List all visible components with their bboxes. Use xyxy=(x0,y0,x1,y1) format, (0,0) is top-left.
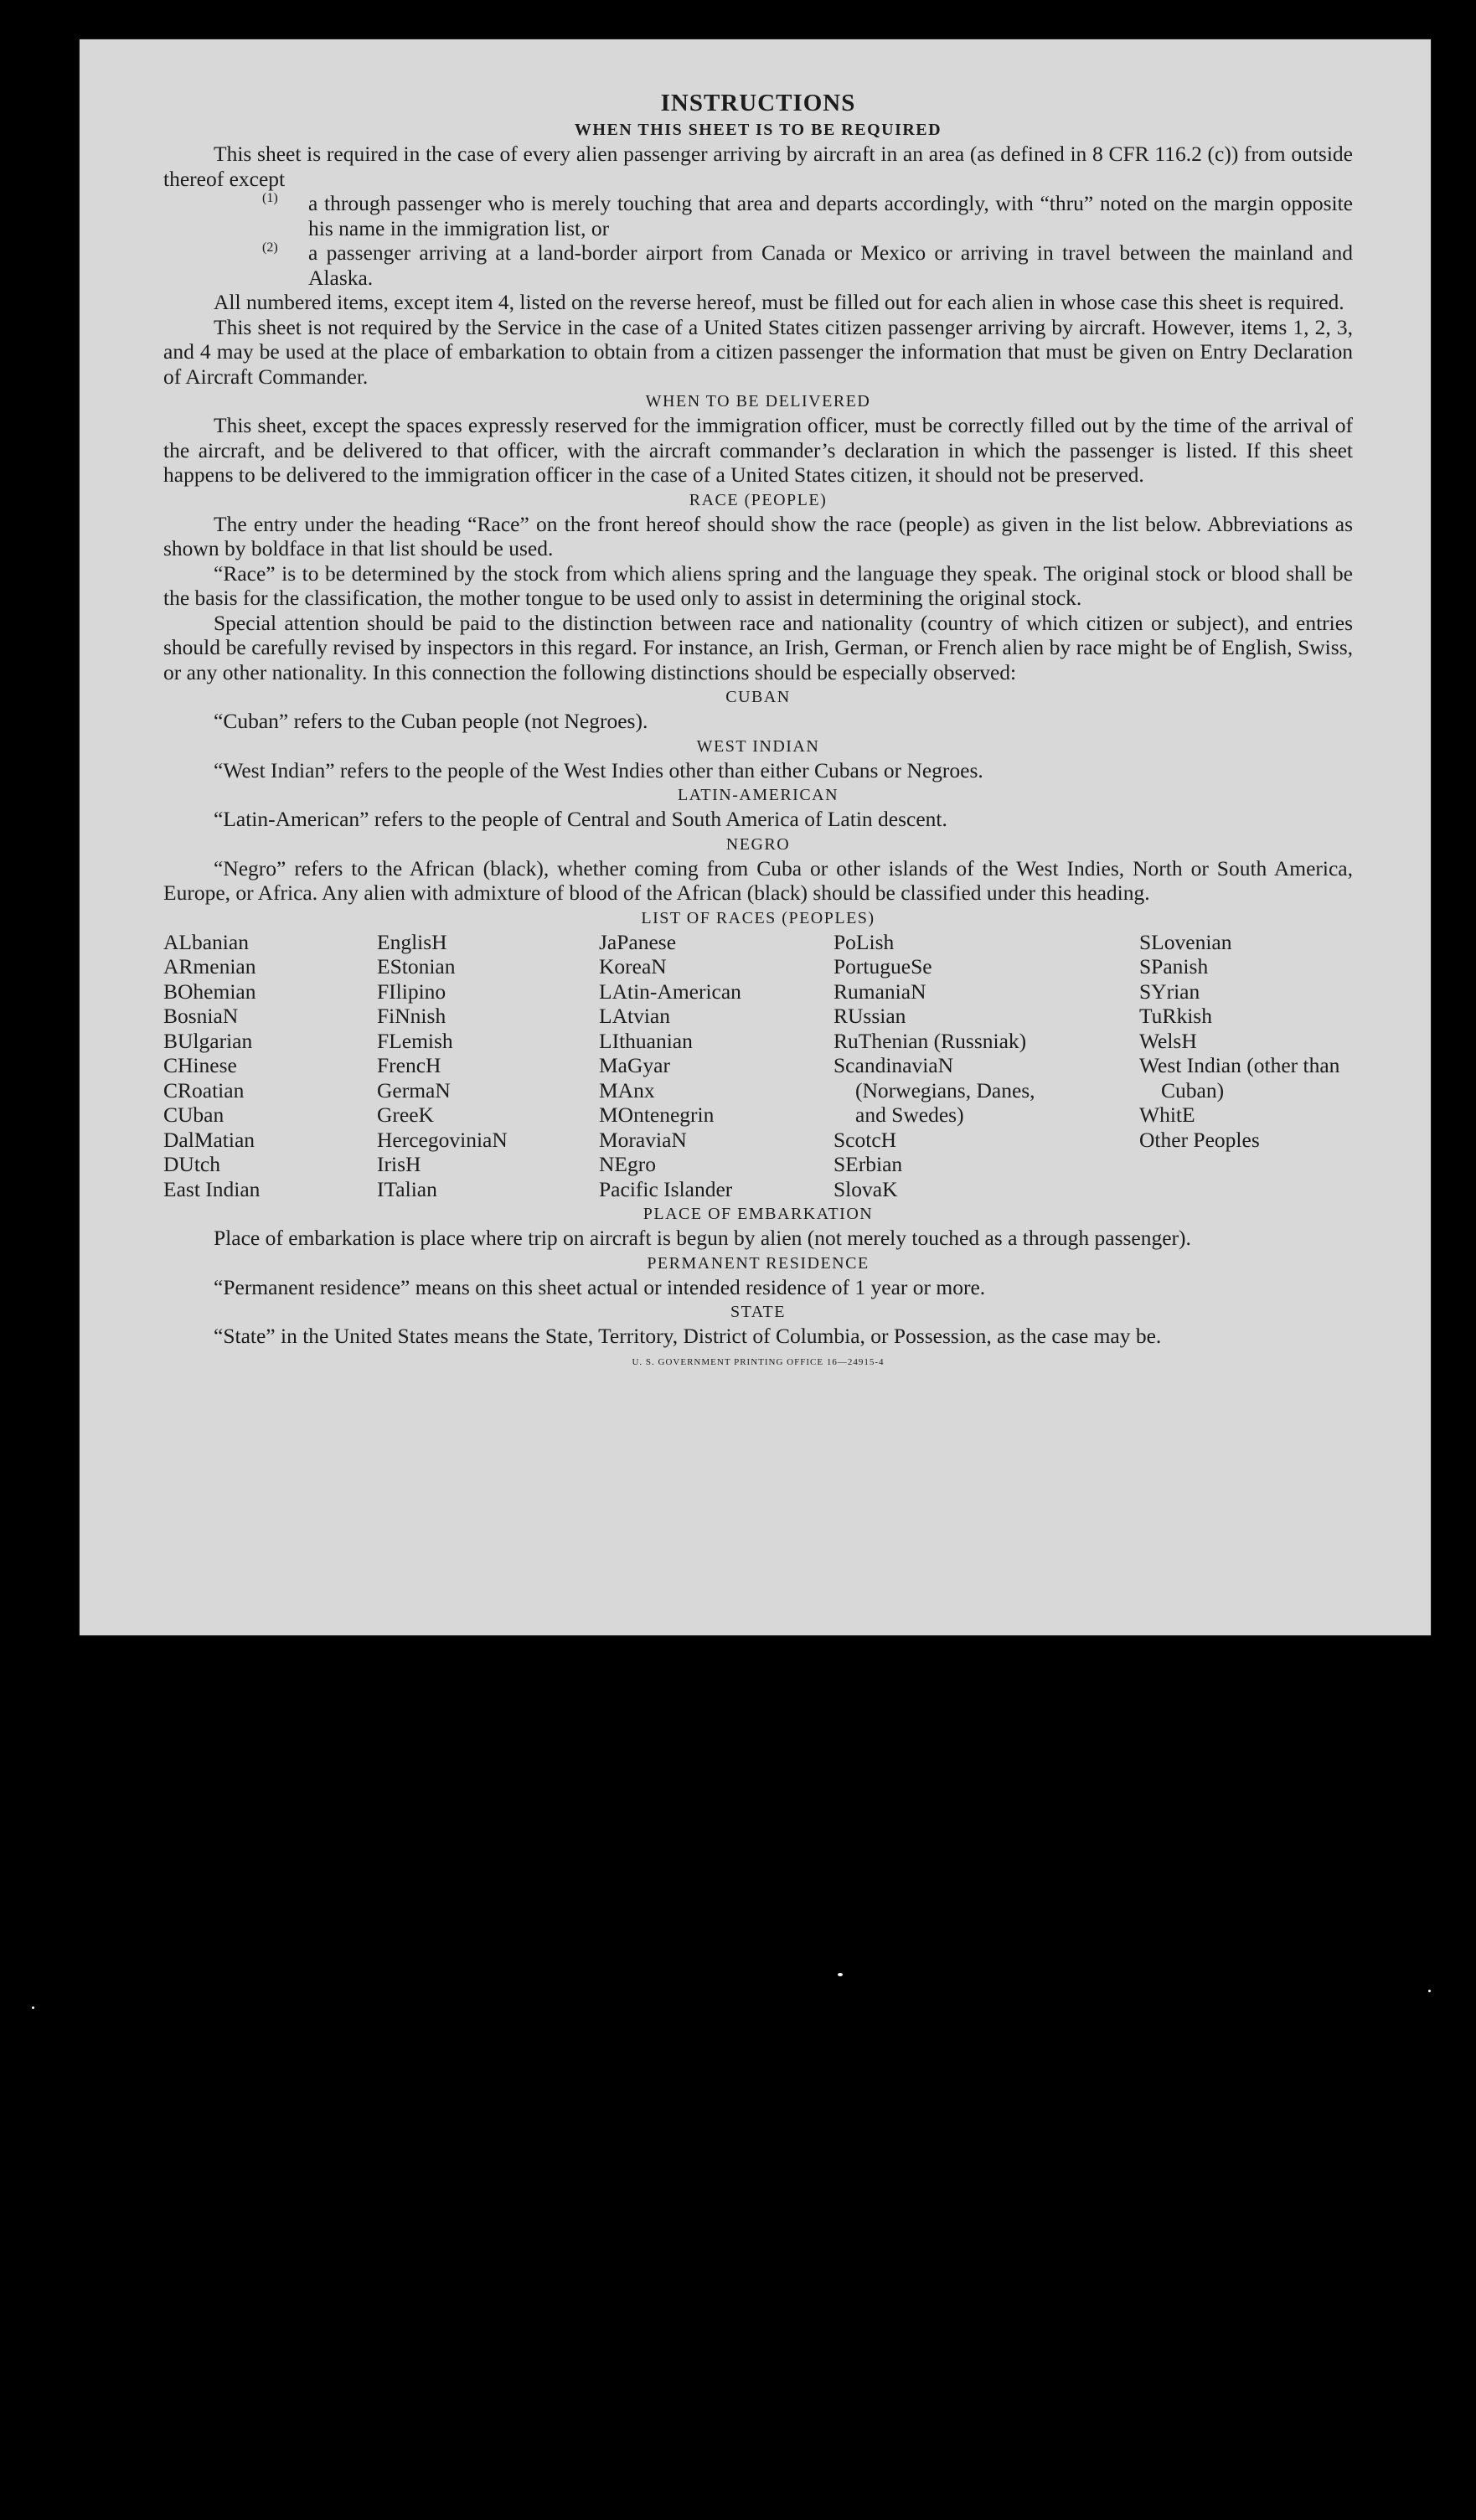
race-entry: SLovenian xyxy=(1139,929,1232,954)
race-column xyxy=(377,930,599,1202)
paragraph-race-1: The entry under the heading “Race” on the front hereof should show the race (people) as given in the list below. Abbreviations as shown by boldface in that list should be used. xyxy=(163,511,1353,560)
heading-negro: NEGRO xyxy=(725,834,791,854)
race-entry: FLemish xyxy=(377,1028,453,1053)
race-entry: GreeK xyxy=(377,1102,434,1127)
race-entry: TuRkish xyxy=(1139,1004,1212,1028)
heading-embarkation: PLACE OF EMBARKATION xyxy=(643,1205,874,1223)
document-sheet xyxy=(80,39,1431,1635)
paragraph-not-required: This sheet is not required by the Service in the case of a United States citizen passenger arriving by aircraft. However, items 1, 2, 3, and 4 may be used at the place of embarkation to obtain from a citizen passenger the information that must be given on Entry Declaration of Aircraft Commander. xyxy=(163,314,1353,389)
heading-latin-american: LATIN-AMERICAN xyxy=(677,786,839,804)
paragraph-cuban: “Cuban” refers to the Cuban people (not Negroes). xyxy=(214,709,648,733)
race-entry: GermaN xyxy=(377,1077,451,1102)
race-entry: EStonian xyxy=(377,954,456,979)
race-entry: Other Peoples xyxy=(1139,1127,1260,1152)
heading-state: STATE xyxy=(730,1303,786,1321)
race-entry: BosniaN xyxy=(163,1004,239,1028)
numbered-item xyxy=(262,191,1353,240)
heading-when-required: WHEN THIS SHEET IS TO BE REQUIRED xyxy=(574,121,942,139)
race-column xyxy=(1139,930,1353,1202)
scan-speck xyxy=(838,1973,843,1976)
race-entry: ScandinaviaN (Norwegians, Danes, and Swedes) xyxy=(833,1053,1035,1127)
paragraph-race-2: “Race” is to be determined by the stock from which aliens spring and the language they speak. The original stock or blood shall be the basis for the classification, the mother tongue to be used only to assist in determining the original stock. xyxy=(163,560,1353,610)
race-entry: JaPanese xyxy=(599,929,677,954)
race-entry: WhitE xyxy=(1139,1102,1195,1127)
race-entry: West Indian (other than Cuban) xyxy=(1139,1053,1340,1102)
paragraph-west-indian: “West Indian” refers to the people of the West Indies other than either Cubans or Negroes. xyxy=(214,757,983,782)
paragraph-embarkation: Place of embarkation is place where trip on aircraft is begun by alien (not merely touched as a through passenger). xyxy=(214,1226,1191,1250)
item-text: a passenger arriving at a land-border airport from Canada or Mexico or arriving in travel between the mainland and Alaska. xyxy=(308,240,1353,290)
paragraph-required: This sheet is required in the case of every alien passenger arriving by aircraft in an area (as defined in 8 CFR 116.2 (c)) from outside thereof except xyxy=(163,142,1353,191)
race-entry: Pacific Islander xyxy=(599,1176,733,1201)
scan-speck xyxy=(1428,1990,1431,1992)
race-entry: FIlipino xyxy=(377,979,446,1004)
race-entry: RuThenian (Russniak) xyxy=(833,1028,1027,1053)
race-column xyxy=(163,930,377,1202)
paragraph-state: “State” in the United States means the State, Territory, District of Columbia, or Possession, as the case may be. xyxy=(214,1324,1162,1348)
race-entry: PortugueSe xyxy=(833,954,932,979)
race-entry: SlovaK xyxy=(833,1176,898,1201)
race-entry: CHinese xyxy=(163,1053,237,1077)
printer-imprint: U. S. GOVERNMENT PRINTING OFFICE 16—24915-4 xyxy=(632,1356,885,1367)
heading-west-indian: WEST INDIAN xyxy=(696,736,820,756)
race-entry: ALbanian xyxy=(163,929,249,954)
race-column xyxy=(833,930,1139,1202)
race-entry: SYrian xyxy=(1139,979,1200,1004)
item-number: (2) xyxy=(262,240,278,255)
paragraph-permanent-residence: “Permanent residence” means on this sheet actual or intended residence of 1 year or more. xyxy=(214,1274,986,1299)
race-column xyxy=(599,930,833,1202)
heading-cuban: CUBAN xyxy=(725,688,791,706)
paragraph-race-3: Special attention should be paid to the distinction between race and nationality (country of which citizen or subject), and entries should be carefully revised by inspectors in this regard. For instance, an Irish, German, or French alien by race might be of English, Swiss, or any other nationality. In this connection the following distinctions should be especially observed: xyxy=(163,610,1353,684)
paragraph-delivered: This sheet, except the spaces expressly reserved for the immigration officer, must be correctly filled out by the time of the arrival of the aircraft, and be delivered to that officer, with the aircraft commander’s declaration in which the passenger is listed. If this sheet happens to be delivered to the immigration officer in the case of a United States citizen, it should not be preserved. xyxy=(163,413,1353,487)
race-entry: MaGyar xyxy=(599,1053,670,1077)
race-entry: BUlgarian xyxy=(163,1028,253,1053)
race-entry: CUban xyxy=(163,1102,224,1127)
heading-when-delivered: WHEN TO BE DELIVERED xyxy=(645,392,871,411)
race-entry: LAtin-American xyxy=(599,979,741,1004)
paragraph-numbered-items: All numbered items, except item 4, listed on the reverse hereof, must be filled out for each alien in whose case this sheet is required. xyxy=(214,290,1344,314)
numbered-item xyxy=(262,240,1353,290)
race-entry: MAnx xyxy=(599,1077,655,1102)
paragraph-latin-american: “Latin-American” refers to the people of Central and South America of Latin descent. xyxy=(214,807,947,831)
instructions-content xyxy=(163,90,1353,1367)
race-entry: NEgro xyxy=(599,1152,656,1176)
race-entry: PoLish xyxy=(833,929,895,954)
paragraph-negro: “Negro” refers to the African (black), whether coming from Cuba or other islands of the West Indies, North or South America, Europe, or Africa. Any alien with admixture of blood of the African (black) should be classified under this heading. xyxy=(163,855,1353,905)
item-text: a through passenger who is merely touching that area and departs accordingly, with “thru” noted on the margin opposite his name in the immigration list, or xyxy=(308,191,1353,240)
race-entry: DalMatian xyxy=(163,1127,255,1152)
race-entry: FrencH xyxy=(377,1053,441,1077)
race-entry: RUssian xyxy=(833,1004,906,1028)
race-entry: FiNnish xyxy=(377,1004,446,1028)
item-number: (1) xyxy=(262,191,278,205)
race-entry: DUtch xyxy=(163,1152,220,1176)
page-title: INSTRUCTIONS xyxy=(660,90,856,116)
race-entry: SPanish xyxy=(1139,954,1209,979)
race-entry: WelsH xyxy=(1139,1028,1197,1053)
race-entry: ITalian xyxy=(377,1176,437,1201)
race-entry: ScotcH xyxy=(833,1127,897,1152)
race-entry: KoreaN xyxy=(599,954,667,979)
race-entry: East Indian xyxy=(163,1176,261,1201)
race-entry: LAtvian xyxy=(599,1004,670,1028)
race-entry: HercegoviniaN xyxy=(377,1127,508,1152)
race-entry: MoraviaN xyxy=(599,1127,687,1152)
race-entry: MOntenegrin xyxy=(599,1102,715,1127)
race-entry: BOhemian xyxy=(163,979,256,1004)
scan-speck xyxy=(32,2006,34,2009)
heading-permanent-residence: PERMANENT RESIDENCE xyxy=(647,1253,870,1273)
heading-race: RACE (PEOPLE) xyxy=(689,490,828,509)
heading-list-of-races: LIST OF RACES (PEOPLES) xyxy=(641,908,875,927)
race-list xyxy=(163,930,1353,1202)
race-entry: CRoatian xyxy=(163,1077,245,1102)
race-entry: EnglisH xyxy=(377,929,447,954)
race-entry: ARmenian xyxy=(163,954,256,979)
race-entry: SErbian xyxy=(833,1152,903,1176)
race-entry: RumaniaN xyxy=(833,979,926,1004)
race-entry: LIthuanian xyxy=(599,1028,693,1053)
race-entry: IrisH xyxy=(377,1152,421,1176)
